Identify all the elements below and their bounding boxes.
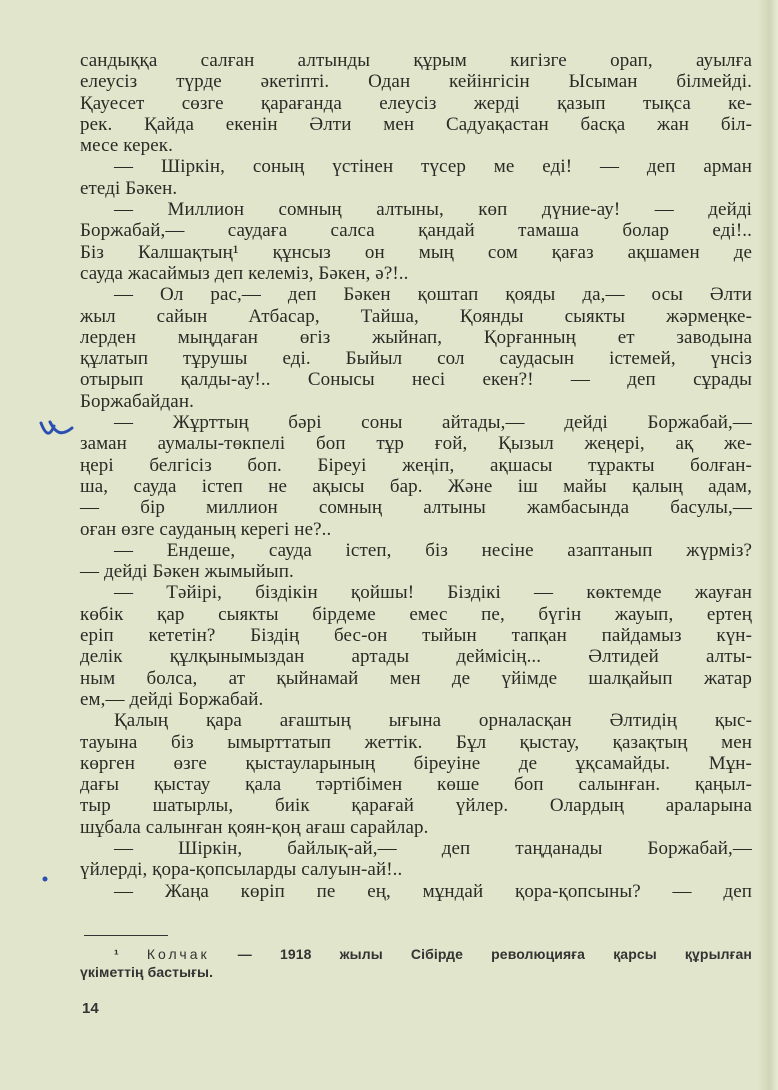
footnote-marker: ¹ — [114, 946, 119, 962]
body-text — [80, 50, 752, 902]
text-line: көбік қар сыякты бірдеме емес пе, бүгін жауып, ертең — [80, 603, 752, 625]
text-line: тауына біз ымырттатып жеттік. Бұл қыстау, қазақтың мен — [80, 731, 752, 753]
footnote-term: Колчак — [146, 946, 210, 962]
text-line: шұбала салынған қоян-қоң ағаш сарайлар. — [80, 816, 429, 838]
text-line: еріп кететін? Біздің бес-он тыйын тапқан пайдамыз күн- — [80, 625, 752, 647]
text-line: отырып қалды-ау!.. Сонысы несі екен?! — деп сұрады — [80, 369, 752, 391]
footnote-text: — 1918 жылы Сібірде революцияға қарсы құрылған — [237, 946, 752, 962]
text-line: сауда жасаймыз деп келеміз, Бәкен, ә?!.. — [80, 262, 409, 284]
text-line: Қалың қара ағаштың ығына орналасқан Әлтидің қыс- — [114, 710, 752, 732]
text-line: — Шіркін, соның үстінен түсер ме еді! — деп арман — [114, 156, 752, 178]
text-line: оған өзге сауданың керегі не?.. — [80, 518, 332, 540]
text-line: тыр шатырлы, биік қарағай үйлер. Олардың араларына — [80, 795, 752, 817]
text-line: сандыққа салған алтынды құрым кигізге орап, ауылға — [80, 50, 752, 71]
footnote-line — [80, 945, 752, 963]
text-line: Боржабай,— саудаға салса қандай тамаша болар еді!.. — [80, 220, 752, 242]
text-line: көрген өзге қыстауларының біреуіне де ұқсамайды. Мұн- — [80, 752, 752, 774]
text-line: үйлерді, қора-қопсыларды салуын-ай!.. — [80, 859, 403, 881]
text-line: делік құлқынымыздан артады деймісің... Әлтидей алты- — [80, 646, 752, 668]
text-line: лерден мыңдаған өгіз жыйнап, Қорғанның ет заводына — [80, 326, 752, 348]
text-line: ем,— дейді Боржабай. — [80, 688, 264, 710]
text-line: ңері белгісіз боп. Біреуі жеңіп, ақшасы тұракты болған- — [80, 454, 752, 476]
text-line: — Тәйірі, біздікін қойшы! Біздікі — көктемде жауған — [114, 582, 752, 604]
text-line: Қауесет сөзге қарағанда елеусіз жерді қазып тықса ке- — [80, 92, 752, 114]
text-line: ша, сауда істеп не ақысы бар. Және іш майы қалың адам, — [80, 475, 752, 497]
text-line: — Жұрттың бәрі соны айтады,— дейді Боржабай,— — [114, 412, 752, 434]
footnote-line: үкіметтің бастығы. — [80, 964, 214, 980]
text-line: — Ендеше, сауда істеп, біз несіне азаптанып жүрміз? — [114, 539, 752, 561]
page-edge-shadow — [758, 0, 778, 1090]
text-line: Боржабайдан. — [80, 390, 194, 412]
text-line: ным болса, ат қыйнамай мен де үйімде шалқайып жатар — [80, 667, 752, 689]
ink-dot-icon — [40, 874, 50, 884]
text-line: етеді Бәкен. — [80, 177, 178, 199]
text-line: — Шіркін, байлық-ай,— деп таңданады Боржабай,— — [114, 837, 752, 859]
text-line: заман аумалы-төкпелі боп тұр ғой, Қызыл жеңері, ақ же- — [80, 433, 752, 455]
handwritten-mark-icon — [38, 418, 78, 440]
text-line: — Миллион сомның алтыны, көп дүние-ау! — дейді — [114, 199, 752, 221]
footnote — [80, 945, 752, 981]
text-line: — Ол рас,— деп Бәкен қоштап қояды да,— осы Әлти — [114, 284, 752, 306]
text-line: дағы қыстау қала тәртібімен көше боп салынған. қаңыл- — [80, 774, 752, 796]
text-line: жыл сайын Атбасар, Тайша, Қоянды сыякты жәрмеңке- — [80, 305, 752, 327]
text-line: Біз Калшақтың¹ құнсыз он мың сом қағаз ақшамен де — [80, 241, 752, 263]
text-line: — дейді Бәкен жымыйып. — [80, 561, 294, 583]
text-line: елеусіз түрде әкетіпті. Одан кейінгісін Ысыман білмейді. — [80, 71, 752, 93]
text-line: рек. Қайда екенін Әлти мен Садуақастан басқа жан біл- — [80, 113, 752, 135]
text-line: месе керек. — [80, 135, 173, 157]
text-line: — Жаңа көріп пе ең, мұндай қора-қопсыны? — деп — [114, 880, 752, 902]
footnote-divider — [84, 935, 168, 936]
page-number: 14 — [82, 1000, 99, 1017]
text-line: құлатып тұрушы еді. Быйыл сол саудасын істемей, үнсіз — [80, 348, 752, 370]
text-line: — бір миллион сомның алтыны жамбасында басулы,— — [80, 497, 752, 519]
